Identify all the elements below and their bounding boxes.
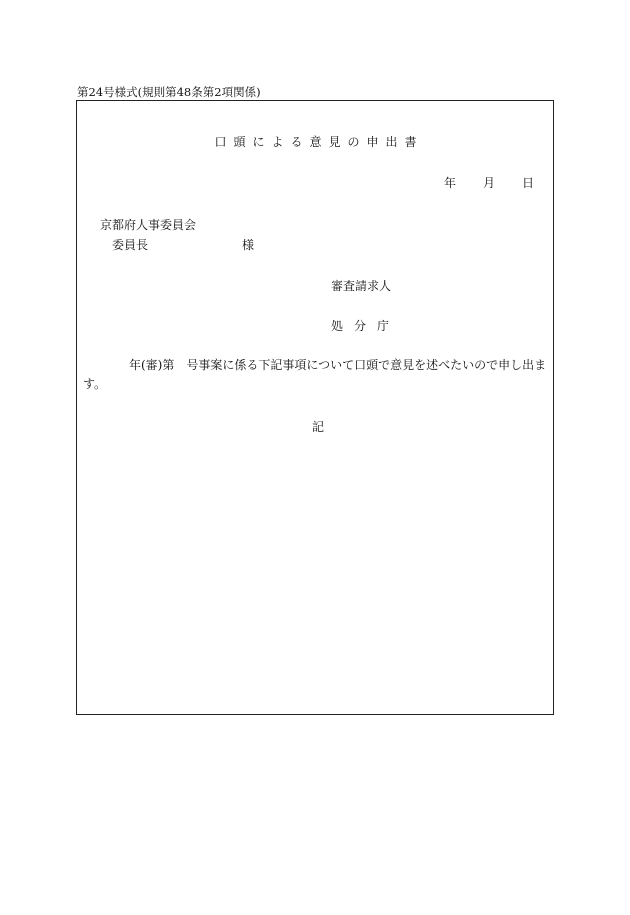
date-day-label: 日 [522, 176, 535, 190]
addressee-organization: 京都府人事委員会 [100, 218, 197, 232]
requester-label: 審査請求人 [331, 279, 392, 293]
date-year-label: 年 [444, 176, 457, 190]
addressee-honorific: 様 [242, 238, 255, 252]
date-month-label: 月 [483, 176, 496, 190]
ki-heading: 記 [312, 420, 325, 434]
addressee-chair: 委員長 [112, 238, 149, 252]
form-frame [76, 100, 554, 715]
agency-label: 処分庁 [331, 319, 401, 333]
request-statement [83, 356, 549, 394]
request-statement-line-2: す。 [83, 377, 107, 391]
date-row [444, 174, 534, 191]
document-title: 口頭による意見の申出書 [214, 135, 424, 149]
request-statement-line-1: 年(審)第 号事案に係る下記事項について口頭で意見を述べたいので申し出ま [129, 358, 547, 372]
form-number-label: 第24号様式(規則第48条第2項関係) [77, 85, 261, 99]
